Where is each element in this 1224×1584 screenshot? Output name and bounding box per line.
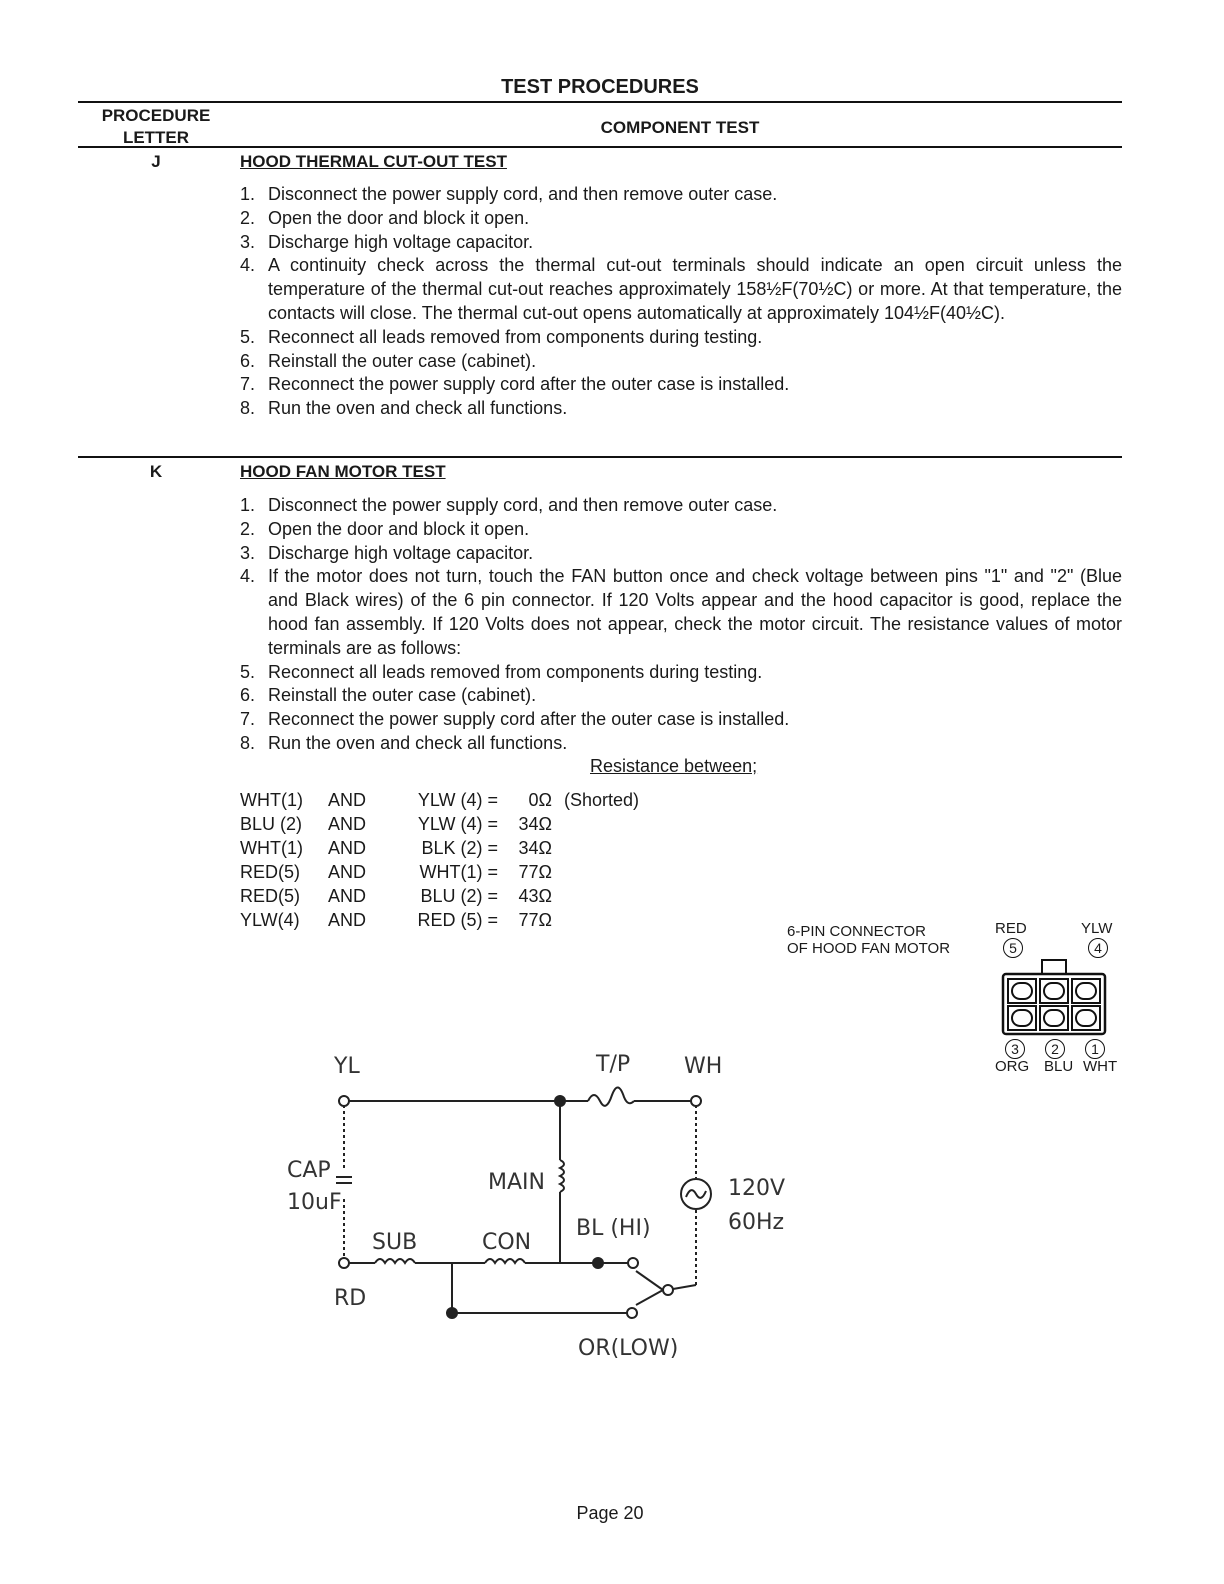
step-item [240, 183, 1122, 207]
header-component-test: COMPONENT TEST [600, 118, 760, 137]
step-item [240, 494, 1122, 518]
resistance-cell-and: AND [328, 838, 367, 858]
step-item [240, 732, 1122, 756]
step-text: Disconnect the power supply cord, and then remove outer case. [268, 495, 778, 515]
step-number: 7. [240, 374, 256, 395]
resistance-cell-value: 43Ω [518, 886, 552, 906]
resistance-cell-b: BLK (2) = [421, 838, 498, 858]
step-number: 5. [240, 661, 256, 682]
divider [78, 146, 1122, 148]
resistance-cell-value: 34Ω [518, 814, 552, 834]
pin-number-badge: 4 [1088, 938, 1108, 958]
connector-housing-icon [998, 958, 1110, 1038]
step-item [240, 254, 1122, 325]
circuit-label-frequency: 60Hz [728, 1210, 785, 1235]
circuit-label-main: MAIN [488, 1170, 545, 1195]
step-text: Reconnect the power supply cord after the outer case is installed. [268, 374, 790, 395]
step-text: Reinstall the outer case (cabinet). [268, 685, 537, 706]
step-item [240, 708, 1122, 732]
step-number: 8. [240, 398, 256, 419]
step-number: 3. [240, 542, 256, 563]
step-number: 4. [240, 566, 256, 587]
resistance-cell-value: 77Ω [518, 910, 552, 930]
resistance-cell-b: YLW (4) = [417, 790, 498, 810]
circuit-label-con: CON [482, 1230, 532, 1255]
pin-color-label: YLW [1081, 920, 1113, 937]
step-number: 7. [240, 709, 256, 730]
resistance-row [240, 790, 664, 814]
step-item [240, 565, 1122, 660]
section-j-title: HOOD THERMAL CUT-OUT TEST [240, 152, 507, 171]
step-text: Discharge high voltage capacitor. [268, 231, 534, 252]
resistance-cell-a: YLW(4) [240, 910, 300, 930]
circuit-label-sub: SUB [372, 1230, 418, 1255]
section-j-letter: J [151, 152, 161, 171]
step-text: Reinstall the outer case (cabinet). [268, 350, 537, 371]
step-number: 2. [240, 207, 256, 228]
resistance-cell-value: 0Ω [528, 790, 552, 810]
circuit-label-rd: RD [334, 1286, 367, 1311]
step-number: 8. [240, 732, 256, 753]
step-text: Open the door and block it open. [268, 207, 530, 228]
step-text: If the motor does not turn, touch the FAN button once and check voltage between pins "1" and "2" (Blue and Black wires) of the 6 pin connector. If 120 Volts appear and the hood capacitor is good, replace the hood fan assembly. If 120 Volts does not appear, check the motor circuit. The resistance values of motor terminals are as follows: [268, 566, 1122, 658]
resistance-cell-note [552, 838, 664, 862]
resistance-cell-b: RED (5) = [417, 910, 498, 930]
step-text: Reconnect all leads removed from components during testing. [268, 661, 763, 682]
step-number: 1. [240, 495, 256, 515]
step-text: Disconnect the power supply cord, and then remove outer case. [268, 184, 778, 204]
step-item [240, 661, 1122, 685]
resistance-cell-and: AND [328, 814, 367, 834]
resistance-cell-and: AND [328, 910, 367, 930]
step-text: Run the oven and check all functions. [268, 732, 568, 753]
step-text: Run the oven and check all functions. [268, 398, 568, 419]
divider [78, 456, 1122, 458]
page-title: TEST PROCEDURES [501, 76, 699, 98]
resistance-cell-a: WHT(1) [240, 790, 303, 810]
step-text: Reconnect all leads removed from components during testing. [268, 326, 763, 347]
resistance-cell-note [552, 910, 664, 934]
step-item [240, 326, 1122, 350]
hood-fan-circuit-diagram [270, 1035, 800, 1375]
step-number: 6. [240, 350, 256, 371]
resistance-cell-and: AND [328, 790, 367, 810]
resistance-heading: Resistance between; [590, 756, 758, 776]
resistance-cell-b: BLU (2) = [420, 886, 498, 906]
header-procedure-letter [80, 105, 232, 149]
circuit-label-yl: YL [334, 1054, 360, 1079]
page-number: Page 20 [576, 1503, 644, 1523]
pin-color-label: WHT [1083, 1058, 1118, 1075]
connector-label-line1: 6-PIN CONNECTOR [787, 923, 926, 940]
step-item [240, 518, 1122, 542]
resistance-cell-and: AND [328, 886, 367, 906]
circuit-label-tp: T/P [596, 1052, 631, 1077]
step-number: 4. [240, 255, 256, 276]
step-text: Reconnect the power supply cord after the outer case is installed. [268, 709, 790, 730]
step-item [240, 542, 1122, 566]
resistance-cell-value: 34Ω [518, 838, 552, 858]
pin-number-badge: 2 [1045, 1039, 1065, 1059]
circuit-label-cap: CAP [287, 1158, 331, 1183]
resistance-cell-note [552, 886, 664, 910]
resistance-cell-note [552, 814, 664, 838]
step-item [240, 397, 1122, 421]
circuit-label-bl-hi: BL (HI) [576, 1216, 651, 1241]
resistance-cell-b: WHT(1) = [419, 862, 498, 882]
resistance-cell-b: YLW (4) = [417, 814, 498, 834]
resistance-cell-note [552, 862, 664, 886]
resistance-cell-a: BLU (2) [240, 814, 303, 834]
resistance-cell-value: 77Ω [518, 862, 552, 882]
step-text: Open the door and block it open. [268, 518, 530, 539]
section-k-letter: K [149, 462, 163, 481]
circuit-label-cap-value: 10uF [287, 1190, 342, 1215]
step-number: 5. [240, 326, 256, 347]
pin-color-label: RED [995, 920, 1027, 937]
header-letter-line1: PROCEDURE [101, 106, 211, 125]
step-item [240, 207, 1122, 231]
resistance-row [240, 910, 664, 934]
resistance-row [240, 814, 664, 838]
circuit-label-voltage: 120V [728, 1176, 786, 1201]
step-number: 1. [240, 184, 256, 204]
pin-color-label: ORG [995, 1058, 1030, 1075]
step-number: 3. [240, 231, 256, 252]
header-letter-line2: LETTER [122, 128, 190, 147]
step-text: A continuity check across the thermal cut-out terminals should indicate an open circuit unless the temperature of the thermal cut-out reaches approximately 158½F(70½C) or more. At that temperature, the contacts will close. The thermal cut-out opens automatically at approximately 104½F(40½C). [268, 255, 1122, 323]
resistance-cell-a: WHT(1) [240, 838, 303, 858]
pin-color-label: BLU [1044, 1058, 1074, 1075]
circuit-label-wh: WH [684, 1054, 723, 1079]
resistance-table [240, 790, 664, 934]
pin-number-badge: 5 [1003, 938, 1023, 958]
pin-number-badge: 3 [1005, 1039, 1025, 1059]
connector-label [787, 923, 950, 957]
resistance-row [240, 862, 664, 886]
step-item [240, 231, 1122, 255]
step-item [240, 373, 1122, 397]
circuit-label-or-low: OR(LOW) [578, 1336, 679, 1361]
step-item [240, 684, 1122, 708]
section-j-steps [240, 183, 1122, 421]
resistance-cell-and: AND [328, 862, 367, 882]
divider [78, 101, 1122, 103]
connector-label-line2: OF HOOD FAN MOTOR [787, 940, 951, 957]
resistance-row [240, 838, 664, 862]
pin-number-badge: 1 [1085, 1039, 1105, 1059]
section-k-steps [240, 494, 1122, 756]
section-k-title: HOOD FAN MOTOR TEST [240, 462, 446, 481]
resistance-cell-note: (Shorted) [564, 790, 640, 810]
step-number: 2. [240, 518, 256, 539]
resistance-cell-a: RED(5) [240, 862, 301, 882]
resistance-cell-a: RED(5) [240, 886, 301, 906]
step-item [240, 350, 1122, 374]
step-text: Discharge high voltage capacitor. [268, 542, 534, 563]
step-number: 6. [240, 685, 256, 706]
resistance-row [240, 886, 664, 910]
